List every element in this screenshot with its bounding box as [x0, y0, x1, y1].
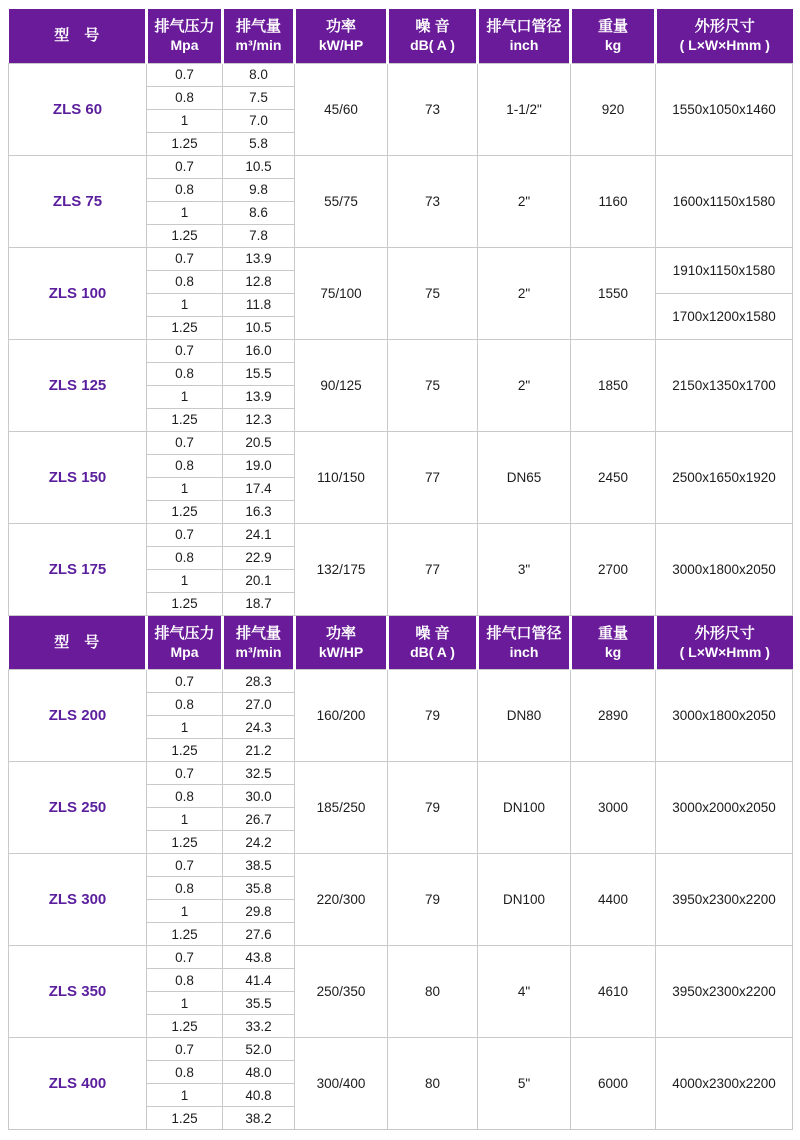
flow-value: 8.0: [223, 63, 295, 86]
pressure-value: 1.25: [147, 739, 223, 762]
pressure-value: 1: [147, 1084, 223, 1107]
flow-value: 29.8: [223, 900, 295, 923]
dimensions-value: 1550x1050x1460: [656, 63, 793, 155]
noise-value: 79: [388, 670, 478, 762]
flow-value: 19.0: [223, 454, 295, 477]
flow-value: 32.5: [223, 762, 295, 785]
pressure-value: 1.25: [147, 224, 223, 247]
pressure-value: 0.8: [147, 86, 223, 109]
power-value: 75/100: [295, 247, 388, 339]
pressure-value: 1: [147, 477, 223, 500]
power-value: 45/60: [295, 63, 388, 155]
column-header-dims: [656, 616, 793, 670]
flow-value: 41.4: [223, 969, 295, 992]
dimensions-value: 1600x1150x1580: [656, 155, 793, 247]
column-header-power: [295, 9, 388, 63]
pipe-size-value: 3": [478, 523, 571, 615]
column-header-line2: dB( A ): [410, 37, 455, 54]
column-header-line2: inch: [509, 643, 539, 660]
column-header-dims: [656, 9, 793, 63]
pressure-value: 1.25: [147, 831, 223, 854]
noise-value: 77: [388, 523, 478, 615]
model-name: ZLS 100: [9, 247, 147, 339]
column-header-line1: 排气压力: [154, 624, 215, 642]
model-name: ZLS 250: [9, 762, 147, 854]
model-name: ZLS 150: [9, 431, 147, 523]
column-header-line1: 型 号: [54, 27, 100, 45]
flow-value: 17.4: [223, 477, 295, 500]
column-header-line2: m³/min: [235, 643, 282, 660]
column-header-noise: [388, 616, 478, 670]
dimensions-value: 2500x1650x1920: [656, 431, 793, 523]
column-header-line1: 排气量: [235, 624, 281, 642]
pressure-value: 0.7: [147, 155, 223, 178]
spec-row: [9, 1038, 793, 1061]
flow-value: 35.8: [223, 877, 295, 900]
flow-value: 20.5: [223, 431, 295, 454]
flow-value: 28.3: [223, 670, 295, 693]
dimensions-value: 4000x2300x2200: [656, 1038, 793, 1130]
pipe-size-value: DN65: [478, 431, 571, 523]
power-value: 220/300: [295, 854, 388, 946]
dimensions-value: 2150x1350x1700: [656, 339, 793, 431]
column-header-line1: 重量: [597, 18, 628, 36]
flow-value: 27.6: [223, 923, 295, 946]
weight-value: 1550: [571, 247, 656, 339]
dimensions-value: 3000x1800x2050: [656, 523, 793, 615]
pipe-size-value: 2": [478, 247, 571, 339]
pipe-size-value: 5": [478, 1038, 571, 1130]
flow-value: 38.2: [223, 1107, 295, 1130]
flow-value: 20.1: [223, 569, 295, 592]
column-header-line2: Mpa: [170, 37, 199, 54]
flow-value: 43.8: [223, 946, 295, 969]
flow-value: 9.8: [223, 178, 295, 201]
column-header-line2: inch: [509, 37, 539, 54]
pressure-value: 1: [147, 201, 223, 224]
dimensions-value: 1910x1150x1580: [656, 247, 793, 293]
pressure-value: 1: [147, 900, 223, 923]
spec-row: [9, 946, 793, 969]
column-header-line2: kW/HP: [318, 643, 364, 660]
spec-row: [9, 670, 793, 693]
header-row: [9, 616, 793, 670]
column-header-line1: 外形尺寸: [694, 18, 755, 36]
flow-value: 40.8: [223, 1084, 295, 1107]
flow-value: 22.9: [223, 546, 295, 569]
column-header-line2: Mpa: [170, 643, 199, 660]
column-header-pressure: [147, 9, 223, 63]
weight-value: 2890: [571, 670, 656, 762]
noise-value: 79: [388, 762, 478, 854]
flow-value: 10.5: [223, 316, 295, 339]
pressure-value: 1: [147, 569, 223, 592]
model-name: ZLS 60: [9, 63, 147, 155]
pressure-value: 1.25: [147, 923, 223, 946]
flow-value: 21.2: [223, 739, 295, 762]
pressure-value: 0.8: [147, 1061, 223, 1084]
header-row: [9, 9, 793, 63]
pressure-value: 0.7: [147, 762, 223, 785]
power-value: 132/175: [295, 523, 388, 615]
flow-value: 35.5: [223, 992, 295, 1015]
flow-value: 5.8: [223, 132, 295, 155]
dimensions-value: 3950x2300x2200: [656, 854, 793, 946]
pressure-value: 0.8: [147, 693, 223, 716]
dimensions-value: 1700x1200x1580: [656, 293, 793, 339]
power-value: 160/200: [295, 670, 388, 762]
flow-value: 7.0: [223, 109, 295, 132]
pressure-value: 0.8: [147, 362, 223, 385]
pressure-value: 1.25: [147, 592, 223, 615]
power-value: 55/75: [295, 155, 388, 247]
column-header-line1: 排气量: [235, 18, 281, 36]
column-header-line1: 功率: [325, 18, 356, 36]
pipe-size-value: DN100: [478, 854, 571, 946]
flow-value: 10.5: [223, 155, 295, 178]
pressure-value: 0.7: [147, 854, 223, 877]
spec-row: [9, 762, 793, 785]
pressure-value: 1: [147, 293, 223, 316]
flow-value: 33.2: [223, 1015, 295, 1038]
pressure-value: 1.25: [147, 408, 223, 431]
flow-value: 13.9: [223, 385, 295, 408]
column-header-line2: m³/min: [235, 37, 282, 54]
pressure-value: 0.7: [147, 63, 223, 86]
pressure-value: 0.8: [147, 546, 223, 569]
column-header-line1: 排气口管径: [486, 18, 562, 36]
column-header-flow: [223, 616, 295, 670]
flow-value: 16.0: [223, 339, 295, 362]
pressure-value: 0.8: [147, 877, 223, 900]
flow-value: 27.0: [223, 693, 295, 716]
flow-value: 38.5: [223, 854, 295, 877]
power-value: 250/350: [295, 946, 388, 1038]
pressure-value: 1.25: [147, 1015, 223, 1038]
column-header-line1: 重量: [597, 624, 628, 642]
model-name: ZLS 350: [9, 946, 147, 1038]
flow-value: 12.8: [223, 270, 295, 293]
spec-row: [9, 63, 793, 86]
dimensions-value: 3950x2300x2200: [656, 946, 793, 1038]
column-header-line2: kg: [604, 643, 622, 660]
flow-value: 26.7: [223, 808, 295, 831]
pressure-value: 1: [147, 109, 223, 132]
pressure-value: 0.8: [147, 969, 223, 992]
column-header-line1: 噪 音: [415, 18, 450, 36]
column-header-weight: [571, 616, 656, 670]
pressure-value: 0.8: [147, 785, 223, 808]
noise-value: 79: [388, 854, 478, 946]
noise-value: 73: [388, 63, 478, 155]
weight-value: 920: [571, 63, 656, 155]
flow-value: 7.5: [223, 86, 295, 109]
column-header-line1: 噪 音: [415, 624, 450, 642]
flow-value: 24.1: [223, 523, 295, 546]
column-header-line2: dB( A ): [410, 643, 455, 660]
model-name: ZLS 400: [9, 1038, 147, 1130]
pressure-value: 0.7: [147, 523, 223, 546]
model-name: ZLS 75: [9, 155, 147, 247]
flow-value: 18.7: [223, 592, 295, 615]
flow-value: 24.3: [223, 716, 295, 739]
power-value: 300/400: [295, 1038, 388, 1130]
flow-value: 24.2: [223, 831, 295, 854]
flow-value: 7.8: [223, 224, 295, 247]
column-header-pressure: [147, 616, 223, 670]
flow-value: 30.0: [223, 785, 295, 808]
flow-value: 48.0: [223, 1061, 295, 1084]
noise-value: 75: [388, 339, 478, 431]
pressure-value: 1: [147, 808, 223, 831]
column-header-line1: 外形尺寸: [694, 624, 755, 642]
column-header-line2: ( L×W×Hmm ): [679, 643, 770, 660]
column-header-model: [9, 616, 147, 670]
noise-value: 80: [388, 1038, 478, 1130]
column-header-line2: ( L×W×Hmm ): [679, 37, 770, 54]
weight-value: 6000: [571, 1038, 656, 1130]
pipe-size-value: DN100: [478, 762, 571, 854]
column-header-line2: kW/HP: [318, 37, 364, 54]
weight-value: 2450: [571, 431, 656, 523]
pressure-value: 1.25: [147, 132, 223, 155]
column-header-weight: [571, 9, 656, 63]
model-name: ZLS 300: [9, 854, 147, 946]
weight-value: 4610: [571, 946, 656, 1038]
model-name: ZLS 175: [9, 523, 147, 615]
spec-row: [9, 247, 793, 270]
pressure-value: 1: [147, 385, 223, 408]
model-name: ZLS 125: [9, 339, 147, 431]
column-header-model: [9, 9, 147, 63]
pressure-value: 1: [147, 716, 223, 739]
column-header-line1: 型 号: [54, 633, 100, 651]
spec-row: [9, 431, 793, 454]
pressure-value: 0.8: [147, 178, 223, 201]
power-value: 90/125: [295, 339, 388, 431]
spec-sheet: [8, 9, 792, 1130]
flow-value: 15.5: [223, 362, 295, 385]
spec-table-section-1: [8, 9, 793, 616]
flow-value: 12.3: [223, 408, 295, 431]
column-header-line1: 排气口管径: [486, 624, 562, 642]
pressure-value: 0.8: [147, 454, 223, 477]
pressure-value: 0.7: [147, 670, 223, 693]
spec-table-section-2: [8, 616, 793, 1131]
spec-row: [9, 523, 793, 546]
weight-value: 2700: [571, 523, 656, 615]
flow-value: 13.9: [223, 247, 295, 270]
column-header-line1: 功率: [325, 624, 356, 642]
flow-value: 11.8: [223, 293, 295, 316]
noise-value: 77: [388, 431, 478, 523]
pipe-size-value: 1-1/2": [478, 63, 571, 155]
pipe-size-value: 4": [478, 946, 571, 1038]
flow-value: 52.0: [223, 1038, 295, 1061]
pressure-value: 0.7: [147, 431, 223, 454]
pressure-value: 0.8: [147, 270, 223, 293]
pipe-size-value: 2": [478, 155, 571, 247]
noise-value: 73: [388, 155, 478, 247]
dimensions-value: 3000x1800x2050: [656, 670, 793, 762]
spec-row: [9, 155, 793, 178]
weight-value: 1160: [571, 155, 656, 247]
pressure-value: 1: [147, 992, 223, 1015]
pressure-value: 1.25: [147, 500, 223, 523]
spec-row: [9, 339, 793, 362]
pressure-value: 0.7: [147, 1038, 223, 1061]
noise-value: 80: [388, 946, 478, 1038]
dimensions-value: 3000x2000x2050: [656, 762, 793, 854]
weight-value: 3000: [571, 762, 656, 854]
column-header-noise: [388, 9, 478, 63]
column-header-pipe: [478, 616, 571, 670]
model-name: ZLS 200: [9, 670, 147, 762]
pipe-size-value: DN80: [478, 670, 571, 762]
weight-value: 1850: [571, 339, 656, 431]
power-value: 110/150: [295, 431, 388, 523]
column-header-line2: kg: [604, 37, 622, 54]
column-header-pipe: [478, 9, 571, 63]
power-value: 185/250: [295, 762, 388, 854]
column-header-line1: 排气压力: [154, 18, 215, 36]
pressure-value: 0.7: [147, 339, 223, 362]
pressure-value: 1.25: [147, 316, 223, 339]
flow-value: 16.3: [223, 500, 295, 523]
pressure-value: 1.25: [147, 1107, 223, 1130]
weight-value: 4400: [571, 854, 656, 946]
pressure-value: 0.7: [147, 247, 223, 270]
column-header-power: [295, 616, 388, 670]
column-header-flow: [223, 9, 295, 63]
flow-value: 8.6: [223, 201, 295, 224]
pressure-value: 0.7: [147, 946, 223, 969]
spec-row: [9, 854, 793, 877]
pipe-size-value: 2": [478, 339, 571, 431]
noise-value: 75: [388, 247, 478, 339]
